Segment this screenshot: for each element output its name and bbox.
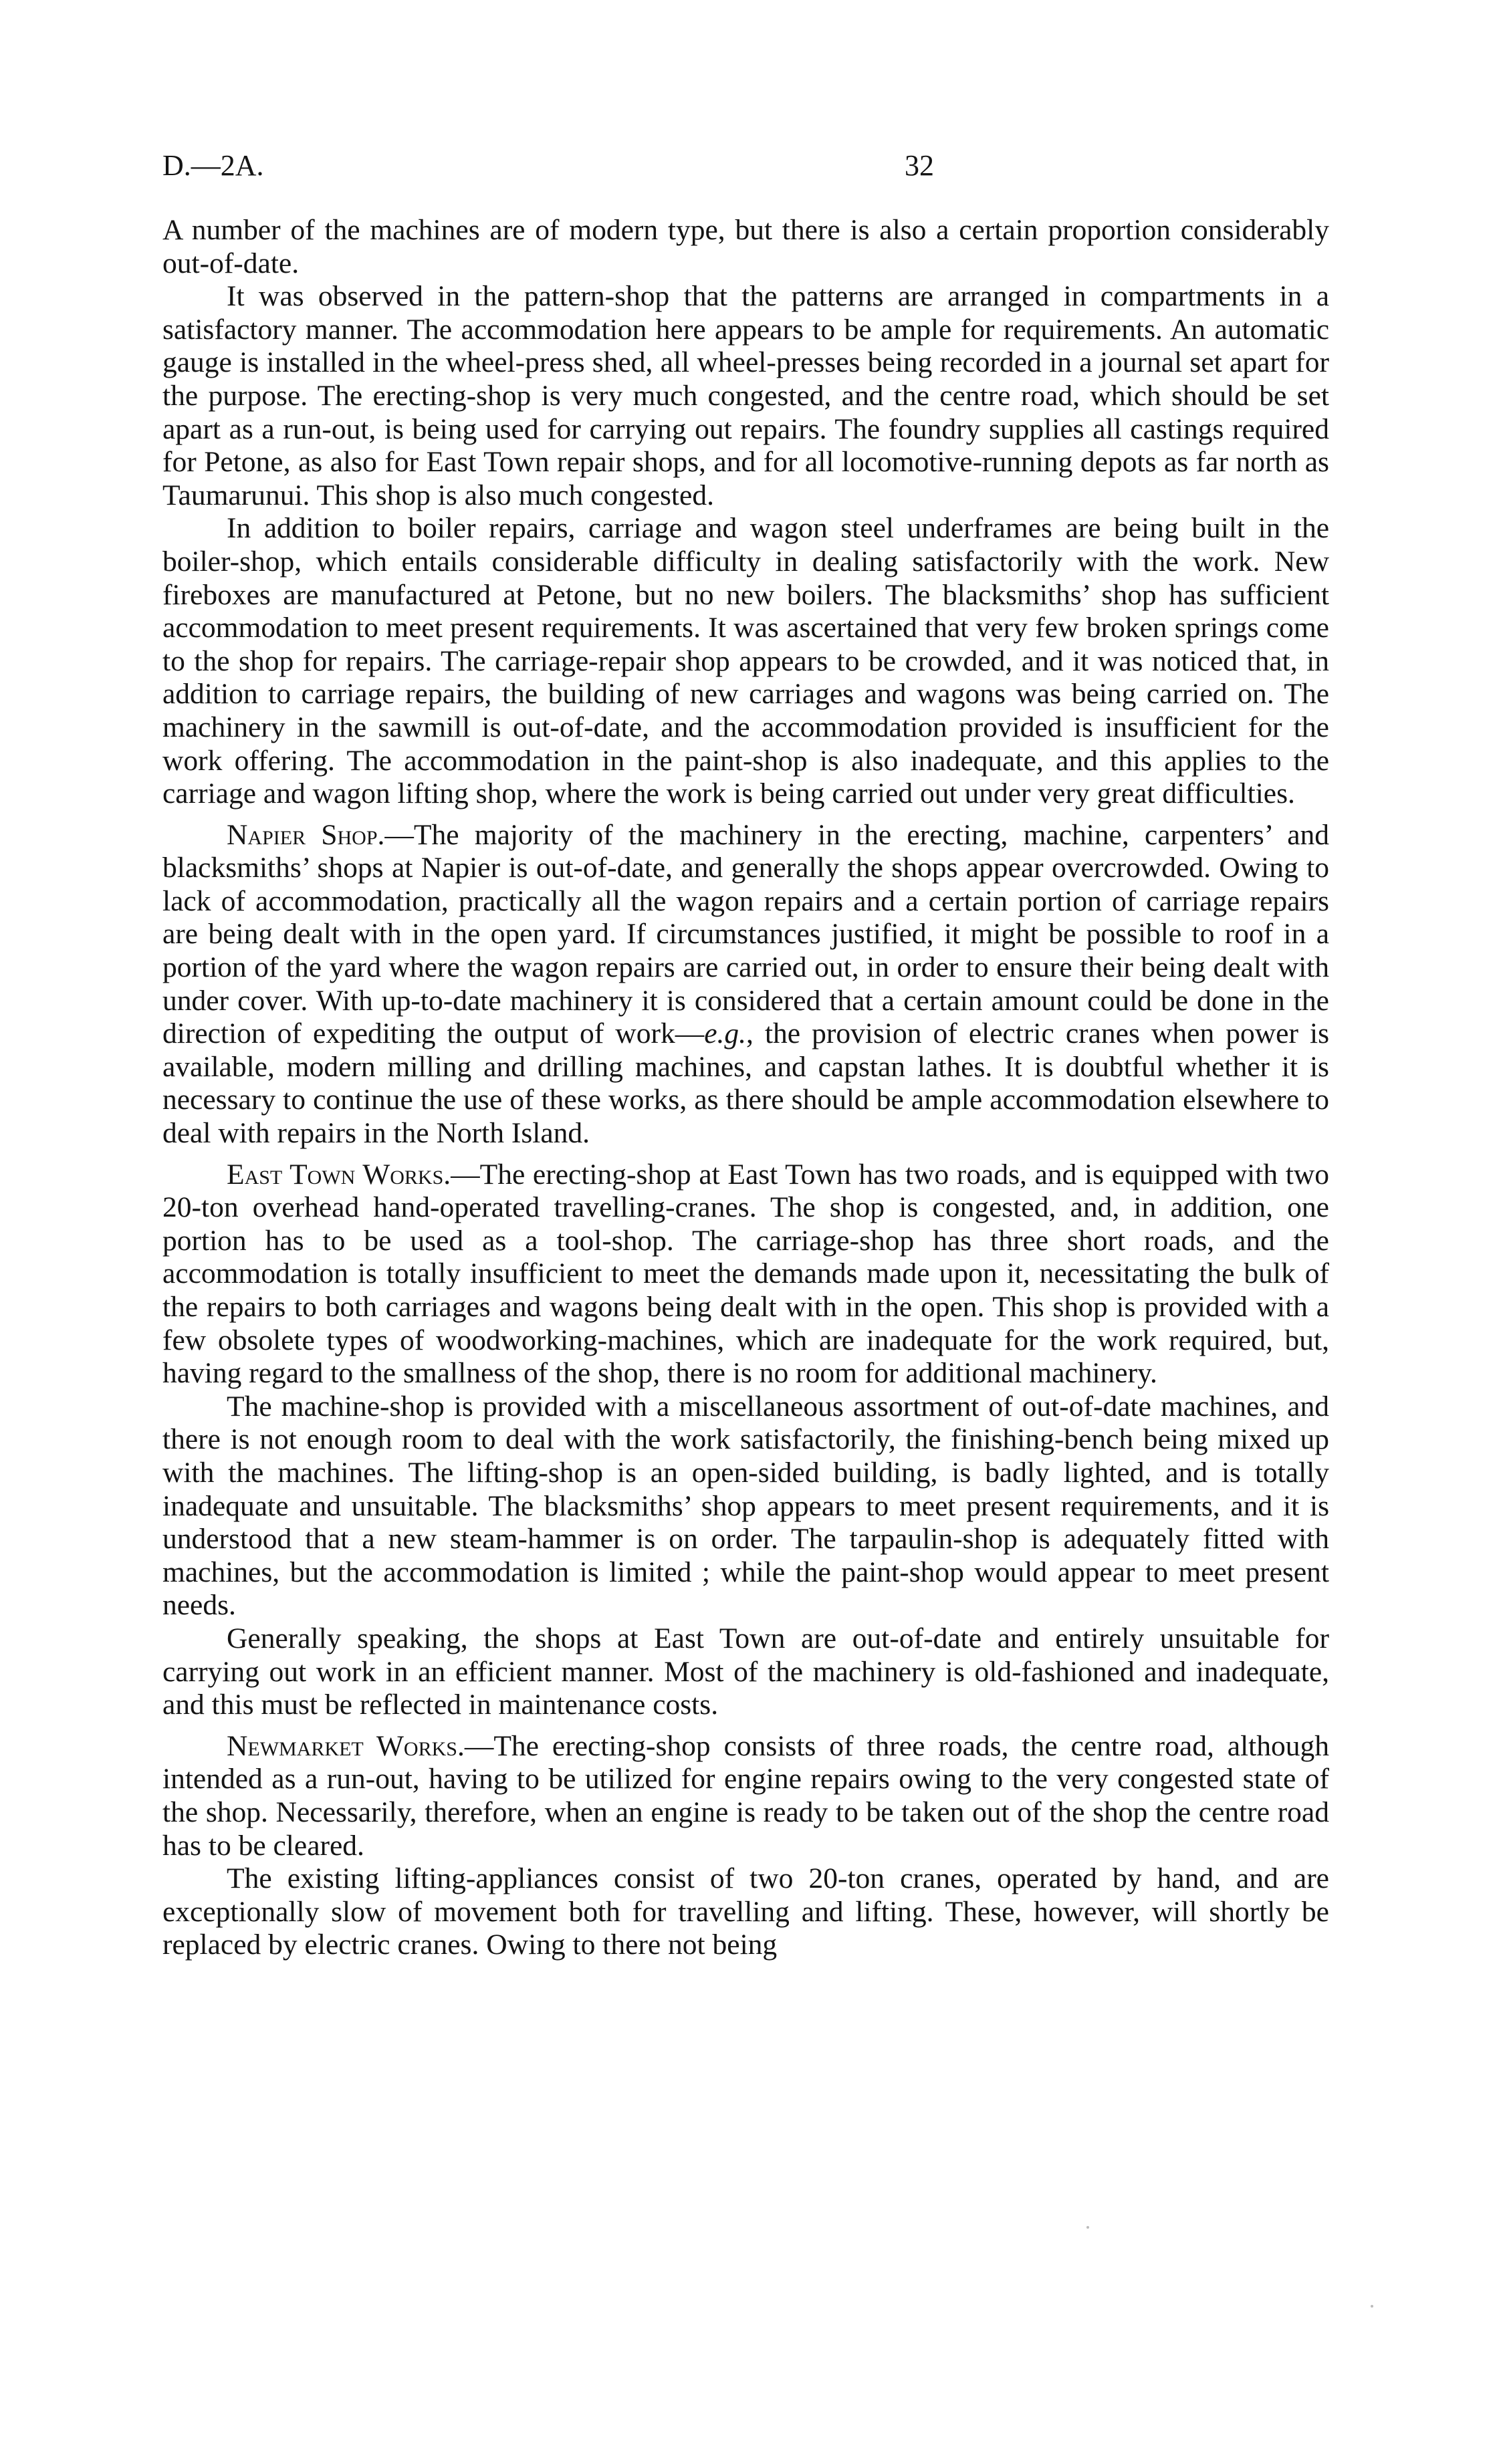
page-header — [162, 148, 1329, 189]
paragraph-east-town-works: East Town Works.—The erecting-shop at East Town has two roads, and is equipped with two 20-ton overhead hand-operated travelling-cranes. The shop is congested, and, in addition, one portion has to be used as a tool-shop. The carriage-shop has three short roads, and the accommodation is totally insufficient to meet the demands made upon it, necessitating the bulk of the repairs to both carriages and wagons being dealt with in the open. This shop is provided with a few obsolete types of woodworking-machines, which are inadequate for the work required, but, having regard to the smallness of the shop, there is no room for additional machinery. — [162, 1158, 1329, 1390]
scan-speck — [1371, 2305, 1373, 2308]
paragraph-pattern-shop: It was observed in the pattern-shop that the patterns are arranged in compartments in a satisfactory manner. The accommodation here appears to be ample for requirements. An automatic gauge is installed in the wheel-press shed, all wheel-presses being recorded in a journal set apart for the purpose. The erecting-shop is very much congested, and the centre road, which should be set apart as a run-out, is being used for carrying out repairs. The foundry supplies all castings required for Petone, as also for East Town repair shops, and for all locomotive-running depots as far north as Taumarunui. This shop is also much congested. — [162, 280, 1329, 511]
document-reference: D.—2A. — [162, 149, 264, 182]
paragraph-newmarket-works: Newmarket Works.—The erecting-shop consists of three roads, the centre road, although intended as a run-out, having to be utilized for engine repairs owing to the very congested state of the shop. Necessarily, therefore, when an engine is ready to be taken out of the shop the centre road has to be cleared. — [162, 1729, 1329, 1862]
paragraph-general: Generally speaking, the shops at East Town are out-of-date and entirely unsuitable for carrying out work in an efficient manner. Most of the machinery is old-fashioned and inadequate, and this must be reflected in maintenance costs. — [162, 1622, 1329, 1721]
paragraph-boiler-shop: In addition to boiler repairs, carriage and wagon steel underframes are being built in the boiler-shop, which entails considerable difficulty in dealing satisfactorily with the work. New fireboxes are manufactured at Petone, but no new boilers. The blacksmiths’ shop has sufficient accommodation to meet present requirements. It was ascertained that very few broken springs come to the shop for repairs. The carriage-repair shop appears to be crowded, and it was noticed that, in addition to carriage repairs, the building of new carriages and wagons was being carried on. The machinery in the sawmill is out-of-date, and the accommodation provided is insufficient for the work offering. The accommodation in the paint-shop is also inadequate, and this applies to the carriage and wagon lifting shop, where the work is being carried out under very great difficulties. — [162, 512, 1329, 810]
paragraph-napier-shop: Napier Shop.—The majority of the machinery in the erecting, machine, carpenters’ and blacksmiths’ shops at Napier is out-of-date, and generally the shops appear overcrowded. Owing to lack of accommodation, practically all the wagon repairs and a certain portion of carriage repairs are being dealt with in the open yard. If circumstances justified, it might be possible to roof in a portion of the yard where the wagon repairs are carried out, in order to ensure their being dealt with under cover. With up-to-date machinery it is considered that a certain amount could be done in the direction of expediting the output of work—e.g., the provision of electric cranes when power is available, modern milling and drilling machines, and capstan lathes. It is doubtful whether it is necessary to continue the use of these works, as there should be ample accommodation elsewhere to deal with repairs in the North Island. — [162, 818, 1330, 1150]
paragraph-lifting-appliances: The existing lifting-appliances consist of two 20-ton cranes, operated by hand, and are exceptionally slow of movement both for travelling and lifting. These, however, will shortly be replaced by electric cranes. Owing to there not being — [162, 1862, 1329, 1961]
paragraph-machine-shop: The machine-shop is provided with a miscellaneous assortment of out-of-date machines, and there is not enough room to deal with the work satisfactorily, the finishing-bench being mixed up with the machines. The lifting-shop is an open-sided building, is badly lighted, and is totally inadequate and unsuitable. The blacksmiths’ shop appears to meet present requirements, and it is understood that a new steam-hammer is on order. The tarpaulin-shop is adequately fitted with machines, but the accommodation is limited ; while the paint-shop would appear to meet present needs. — [162, 1390, 1329, 1622]
page-number: 32 — [905, 149, 934, 182]
section-heading-east-town: East Town Works. — [227, 1158, 451, 1191]
paragraph-intro: A number of the machines are of modern type, but there is also a certain proportion considerably out-of-date. — [162, 214, 1329, 279]
section-heading-napier: Napier Shop. — [227, 818, 385, 851]
body-text — [162, 214, 1329, 1962]
scan-speck — [1086, 2226, 1089, 2229]
section-heading-newmarket: Newmarket Works. — [227, 1729, 465, 1762]
